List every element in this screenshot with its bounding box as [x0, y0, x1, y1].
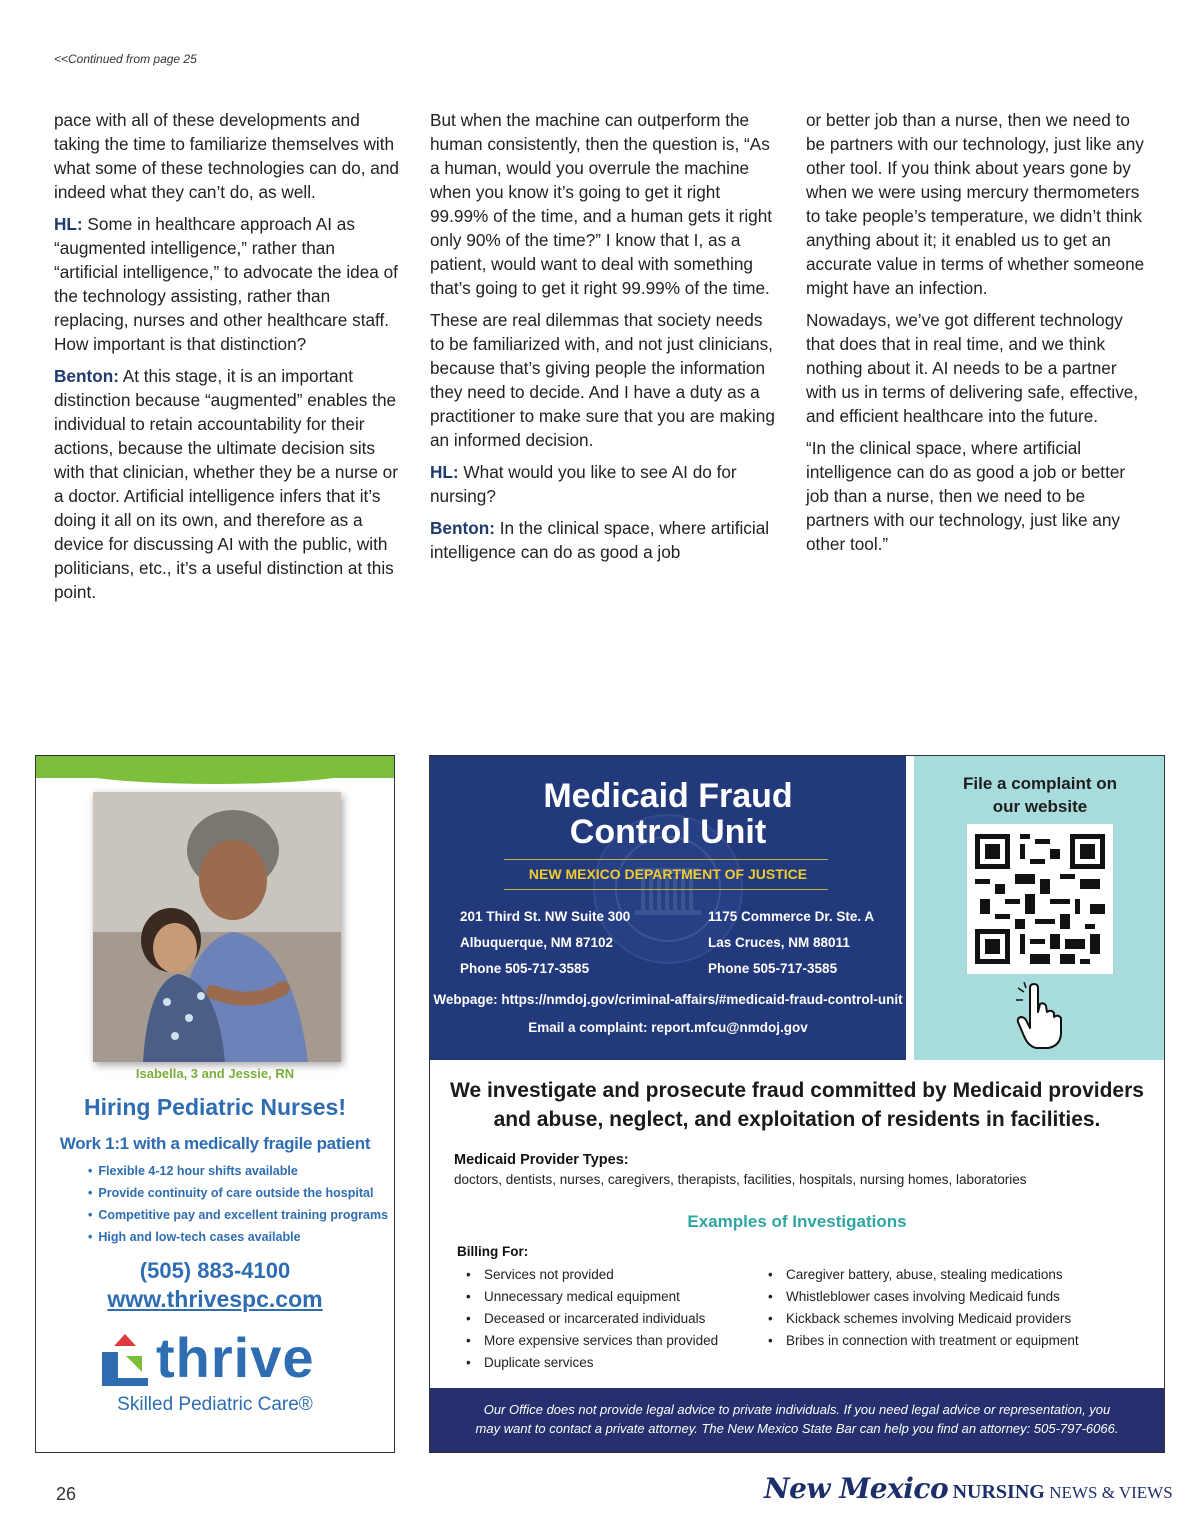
provider-types-text: doctors, dentists, nurses, caregivers, therapists, facilities, hospitals, nursing homes, laboratories — [454, 1172, 1027, 1187]
speaker-label: Benton: — [54, 366, 119, 386]
thrive-advertisement — [35, 755, 395, 1453]
gold-rule-top — [504, 859, 828, 860]
article-column-3 — [806, 108, 1151, 564]
job-subhead: Work 1:1 with a medically fragile patient — [59, 1134, 371, 1153]
disclaimer-line: Our Office does not provide legal advice to private individuals. If you need legal advice or representation, you — [483, 1402, 1111, 1417]
benefit-item: • Competitive pay and excellent training programs — [88, 1204, 388, 1226]
nurse-and-child-photo — [93, 792, 341, 1062]
list-item: • Kickback schemes involving Medicaid providers — [768, 1308, 1079, 1330]
speaker-label: Benton: — [430, 518, 495, 538]
complaint-qr-panel — [914, 756, 1165, 1060]
paragraph-text: These are real dilemmas that society needs to be familiarized with, and not just clinicians, because that’s giving people the information they need to decide. And I have a duty as a practitioner to make sure that you are making an informed decision. — [430, 310, 775, 450]
continued-from-note: <<Continued from page 25 — [54, 52, 197, 66]
qr-code-icon — [975, 832, 1105, 966]
thrive-house-icon — [96, 1328, 154, 1392]
masthead-name: NURSING — [952, 1481, 1045, 1503]
article-column-1 — [54, 108, 399, 612]
disclaimer-line: may want to contact a private attorney. The New Mexico State Bar can help you find an attorney: 505-797-6066. — [475, 1421, 1119, 1436]
mission-line: We investigate and prosecute fraud committed by Medicaid providers — [450, 1079, 1144, 1102]
paragraph-text: pace with all of these developments and taking the time to familiarize themselves with what some of these technologies can do, and indeed what they can’t do, as well. — [54, 110, 399, 202]
medicaid-fraud-advertisement — [429, 755, 1165, 1453]
article-paragraph — [430, 108, 775, 300]
address-line: 1175 Commerce Dr. Ste. A — [708, 909, 875, 924]
address-phone: Phone 505-717-3585 — [708, 961, 838, 976]
mfcu-title-line-2: Control Unit — [569, 813, 767, 851]
file-complaint-text — [914, 772, 1165, 818]
paragraph-text: At this stage, it is an important distinction because “augmented” enables the individual to retain accountability for their actions, because the ultimate decision sits with that clinician, whether they be a nurse or a doctor. Artificial intelligence infers that it’s doing it all on its own, and therefore as a device for discussing AI with the public, with politicians, etc., it’s a useful distinction at this point. — [54, 366, 398, 602]
file-complaint-line: our website — [992, 797, 1088, 816]
article-paragraph — [806, 308, 1151, 428]
benefit-item: • Provide continuity of care outside the hospital — [88, 1182, 388, 1204]
mfcu-complaint-email[interactable]: Email a complaint: report.mfcu@nmdoj.gov — [528, 1020, 808, 1035]
pointing-hand-icon — [1014, 982, 1066, 1052]
list-item: • More expensive services than provided — [466, 1330, 718, 1352]
list-item: • Services not provided — [466, 1264, 718, 1286]
mission-statement — [430, 1076, 1164, 1134]
benefit-item: • High and low-tech cases available — [88, 1226, 388, 1248]
mfcu-title — [430, 778, 906, 850]
list-item: • Duplicate services — [466, 1352, 718, 1374]
paragraph-text: In the clinical space, where artificial intelligence can do as good a job — [430, 518, 770, 562]
speaker-label: HL: — [54, 214, 83, 234]
address-line: Albuquerque, NM 87102 — [460, 935, 614, 950]
mission-line: and abuse, neglect, and exploitation of residents in facilities. — [493, 1108, 1101, 1131]
speaker-label: HL: — [430, 462, 459, 482]
address-line: Las Cruces, NM 88011 — [708, 935, 850, 950]
billing-for-heading: Billing For: — [457, 1244, 529, 1259]
department-name: NEW MEXICO DEPARTMENT OF JUSTICE — [528, 866, 808, 882]
benefit-item: • Flexible 4-12 hour shifts available — [88, 1160, 388, 1182]
paragraph-text: “In the clinical space, where artificial intelligence can do as good a job or better job than a nurse, then we need to be partners with our technology, just like any other tool.” — [806, 438, 1126, 554]
photo-caption: Isabella, 3 and Jessie, RN — [135, 1066, 295, 1081]
article-paragraph — [54, 108, 399, 204]
article-column-2 — [430, 108, 775, 572]
mfcu-webpage-link[interactable]: Webpage: https://nmdoj.gov/criminal-affairs/#medicaid-fraud-control-unit — [433, 992, 903, 1007]
thrive-logo — [96, 1328, 356, 1392]
article-paragraph — [430, 308, 775, 452]
masthead-script: New Mexico — [764, 1472, 949, 1505]
address-phone: Phone 505-717-3585 — [460, 961, 590, 976]
provider-types-heading: Medicaid Provider Types: — [454, 1152, 629, 1168]
list-item: • Bribes in connection with treatment or equipment — [768, 1330, 1079, 1352]
job-benefits-list — [88, 1160, 388, 1248]
page-number: 26 — [56, 1484, 77, 1504]
thrive-phone: (505) 883-4100 — [139, 1258, 291, 1283]
mfcu-header-panel — [430, 756, 906, 1060]
list-item: • Whistleblower cases involving Medicaid funds — [768, 1286, 1079, 1308]
investigation-examples-left — [466, 1264, 718, 1374]
examples-heading: Examples of Investigations — [687, 1212, 907, 1231]
article-paragraph — [430, 460, 775, 508]
list-item: • Caregiver battery, abuse, stealing medications — [768, 1264, 1079, 1286]
hiring-headline: Hiring Pediatric Nurses! — [83, 1094, 347, 1120]
thrive-logo-word: thrive — [156, 1326, 315, 1389]
albuquerque-office-address — [460, 904, 630, 982]
ad-top-green-curve — [36, 756, 394, 784]
article-paragraph — [806, 108, 1151, 300]
gold-rule-bottom — [504, 889, 828, 890]
legal-disclaimer — [430, 1388, 1164, 1452]
article-paragraph — [54, 364, 399, 604]
thrive-logo-tagline: Skilled Pediatric Care® — [117, 1394, 313, 1415]
file-complaint-line: File a complaint on — [963, 774, 1117, 793]
article-paragraph — [430, 516, 775, 564]
paragraph-text: But when the machine can outperform the human consistently, then the question is, “As a human, would you overrule the machine when you know it’s going to get it right 99.99% of the time, and a human gets it right only 90% of the time?” I know that I, as a patient, would want to deal with something that’s going to get it right 99.99% of the time. — [430, 110, 773, 298]
magazine-masthead — [764, 1472, 1173, 1505]
article-paragraph — [54, 212, 399, 356]
list-item: • Deceased or incarcerated individuals — [466, 1308, 718, 1330]
investigation-examples-right — [768, 1264, 1079, 1352]
list-item: • Unnecessary medical equipment — [466, 1286, 718, 1308]
mfcu-title-line-1: Medicaid Fraud — [543, 777, 793, 815]
thrive-website-link[interactable]: www.thrivespc.com — [107, 1286, 323, 1312]
masthead-tail: NEWS & VIEWS — [1049, 1483, 1173, 1502]
address-line: 201 Third St. NW Suite 300 — [460, 909, 631, 924]
paragraph-text: Nowadays, we’ve got different technology that does that in real time, and we think nothing about it. AI needs to be a partner with us in terms of delivering safe, effective, and efficient healthcare into the future. — [806, 310, 1139, 426]
las-cruces-office-address — [708, 904, 874, 982]
paragraph-text: What would you like to see AI do for nursing? — [430, 462, 737, 506]
article-paragraph — [806, 436, 1151, 556]
paragraph-text: Some in healthcare approach AI as “augmented intelligence,” rather than “artificial intelligence,” to advocate the idea of the technology assisting, rather than replacing, nurses and other healthcare staff. How important is that distinction? — [54, 214, 398, 354]
qr-code[interactable] — [967, 824, 1113, 974]
paragraph-text: or better job than a nurse, then we need to be partners with our technology, just like any other tool. If you think about years gone by when we were using mercury thermometers to take people’s temperature, we didn’t think anything about it; it enabled us to get an accurate value in terms of whether someone might have an infection. — [806, 110, 1145, 298]
